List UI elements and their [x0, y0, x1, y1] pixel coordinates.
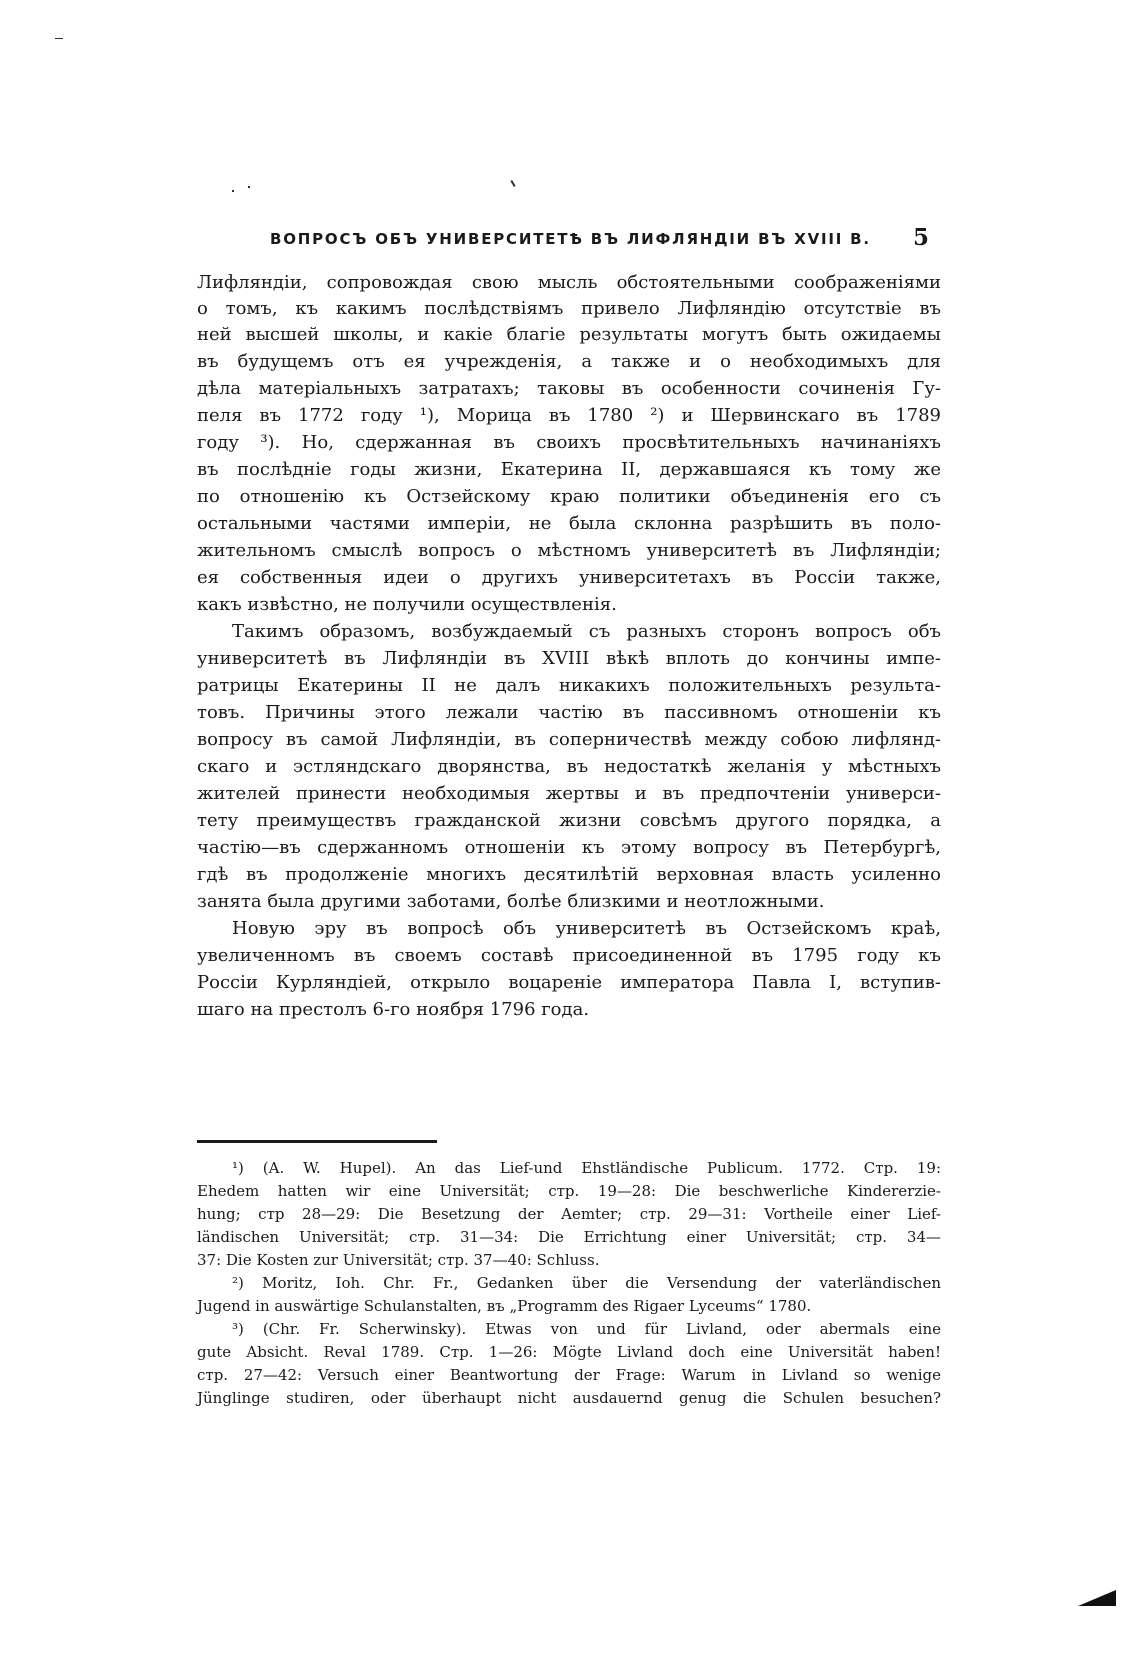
text-line: Лифляндіи, сопровождая свою мысль обстоятельными соображеніями: [197, 272, 941, 293]
text-line: ея собственныя идеи о другихъ университетахъ въ Россіи также,: [197, 567, 941, 588]
scan-speck: [248, 186, 250, 188]
text-line: о томъ, къ какимъ послѣдствіямъ привело Лифляндію отсутствіе въ: [197, 298, 941, 319]
footnote-line: gute Absicht. Reval 1789. Стр. 1—26: Mögte Livland doch eine Universität haben!: [197, 1343, 941, 1361]
text-line: университетѣ въ Лифляндіи въ XVIII вѣкѣ вплоть до кончины импе-: [197, 648, 941, 669]
text-line: товъ. Причины этого лежали частію въ пассивномъ отношеніи къ: [197, 702, 941, 723]
footnote-line: hung; стр 28—29: Die Besetzung der Aemter; стр. 29—31: Vortheile einer Lief-: [197, 1205, 941, 1223]
footnote-line: стр. 27—42: Versuch einer Beantwortung der Frage: Warum in Livland so wenige: [197, 1366, 941, 1384]
footnote-line: ¹) (A. W. Hupel). An das Lief-und Ehstländische Publicum. 1772. Стр. 19:: [232, 1159, 941, 1177]
text-line: дѣла матеріальныхъ затратахъ; таковы въ особенности сочиненія Гу-: [197, 378, 941, 399]
scan-speck: [55, 38, 63, 39]
text-line: занята была другими заботами, болѣе близкими и неотложными.: [197, 891, 825, 912]
text-line: Новую эру въ вопросѣ объ университетѣ въ Остзейскомъ краѣ,: [232, 918, 941, 939]
footnote-line: ländischen Universität; стр. 31—34: Die Errichtung einer Universität; стр. 34—: [197, 1228, 941, 1246]
text-line: какъ извѣстно, не получили осуществленія.: [197, 594, 617, 615]
text-line: въ будущемъ отъ ея учрежденія, а также и о необходимыхъ для: [197, 351, 941, 372]
footnote-line: ²) Moritz, Ioh. Chr. Fr., Gedanken über die Versendung der vaterländischen: [232, 1274, 941, 1292]
text-line: пеля въ 1772 году ¹), Морица въ 1780 ²) и Шервинскаго въ 1789: [197, 405, 941, 426]
running-head: [0, 224, 1140, 258]
text-line: шаго на престолъ 6-го ноября 1796 года.: [197, 999, 590, 1020]
running-head-title: ВОПРОСЪ ОБЪ УНИВЕРСИТЕТѢ ВЪ ЛИФЛЯНДІИ ВЪ XVIII В.: [270, 230, 871, 248]
footnote-line: ³) (Chr. Fr. Scherwinsky). Etwas von und für Livland, oder abermals eine: [232, 1320, 941, 1338]
text-line: ней высшей школы, и какіе благіе результаты могутъ быть ожидаемы: [197, 324, 941, 345]
text-line: остальными частями имперіи, не была склонна разрѣшить въ поло-: [197, 513, 941, 534]
text-line: гдѣ въ продолженіе многихъ десятилѣтій верховная власть усиленно: [197, 864, 941, 885]
footnote-line: Jugend in auswärtige Schulanstalten, въ „Programm des Rigaer Lyceums“ 1780.: [197, 1297, 812, 1315]
text-line: тету преимуществъ гражданской жизни совсѣмъ другого порядка, а: [197, 810, 941, 831]
text-line: Россіи Курляндіей, открыло воцареніе императора Павла I, вступив-: [197, 972, 941, 993]
scan-speck: [510, 180, 515, 187]
footnote-line: 37: Die Kosten zur Universität; стр. 37—40: Schluss.: [197, 1251, 600, 1269]
text-line: по отношенію къ Остзейскому краю политики объединенія его съ: [197, 486, 941, 507]
scan-speck: [232, 190, 234, 192]
text-line: вопросу въ самой Лифляндіи, въ соперничествѣ между собою лифлянд-: [197, 729, 941, 750]
text-line: въ послѣдніе годы жизни, Екатерина II, державшаяся къ тому же: [197, 459, 941, 480]
text-line: жительномъ смыслѣ вопросъ о мѣстномъ университетѣ въ Лифляндіи;: [197, 540, 941, 561]
text-line: частію—въ сдержанномъ отношеніи къ этому вопросу въ Петербургѣ,: [197, 837, 941, 858]
text-line: году ³). Но, сдержанная въ своихъ просвѣтительныхъ начинаніяхъ: [197, 432, 941, 453]
footnote-line: Jünglinge studiren, oder überhaupt nicht ausdauernd genug die Schulen besuchen?: [197, 1389, 941, 1407]
text-line: Такимъ образомъ, возбуждаемый съ разныхъ сторонъ вопросъ объ: [232, 621, 941, 642]
text-line: скаго и эстляндскаго дворянства, въ недостаткѣ желанія у мѣстныхъ: [197, 756, 941, 777]
footnote-rule: [197, 1140, 437, 1143]
text-line: ратрицы Екатерины II не далъ никакихъ положительныхъ результа-: [197, 675, 941, 696]
text-line: жителей принести необходимыя жертвы и въ предпочтеніи универси-: [197, 783, 941, 804]
text-line: увеличенномъ въ своемъ составѣ присоединенной въ 1795 году къ: [197, 945, 941, 966]
scan-corner-mark: [1078, 1590, 1116, 1606]
footnote-line: Ehedem hatten wir eine Universität; стр. 19—28: Die beschwerliche Kindererzie-: [197, 1182, 941, 1200]
page-number: 5: [913, 224, 930, 251]
